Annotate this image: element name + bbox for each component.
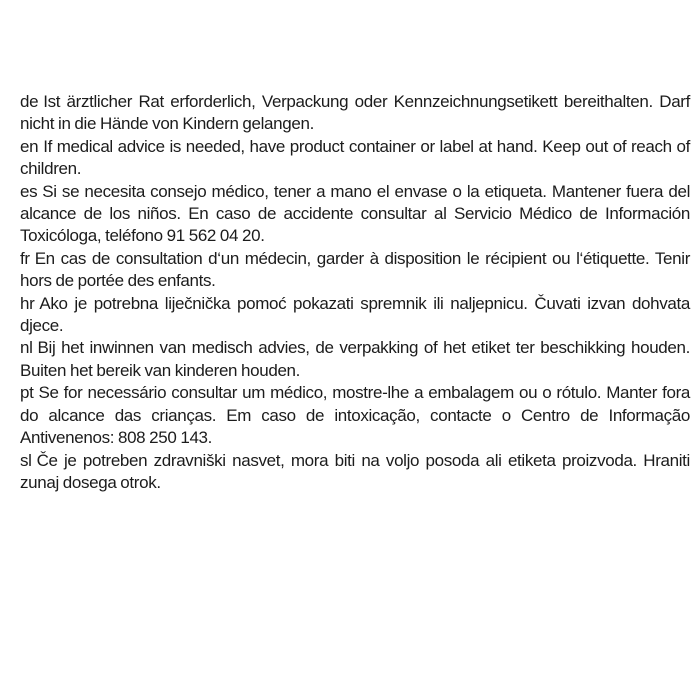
- language-code: sl: [20, 450, 32, 470]
- language-code: nl: [20, 338, 33, 358]
- entry-en: [20, 136, 690, 181]
- language-code: es: [20, 181, 38, 201]
- safety-label-text: [20, 91, 690, 494]
- language-code: fr: [20, 248, 30, 268]
- entry-hr: [20, 293, 690, 338]
- language-code: pt: [20, 383, 34, 403]
- language-code: de: [20, 92, 39, 111]
- entry-sl: [20, 450, 690, 495]
- entry-de: [20, 91, 690, 136]
- language-code: en: [20, 136, 39, 156]
- entry-text: If medical advice is needed, have product container or label at hand. Keep out of reach of children.: [20, 136, 690, 179]
- entry-text: Bij het inwinnen van medisch advies, de verpakking of het etiket ter beschikking houden. Buiten het bereik van kinderen houden.: [20, 338, 690, 380]
- entry-text: Ako je potrebna liječnička pomoć pokazati spremnik ili naljepnicu. Čuvati izvan dohvata djece.: [20, 293, 690, 336]
- language-code: hr: [20, 293, 35, 313]
- entry-pt: [20, 382, 690, 449]
- entry-text: Si se necesita consejo médico, tener a mano el envase o la etiqueta. Mantener fuera del alcance de los niños. En caso de accidente consultar al Servicio Médico de Información Toxicóloga, teléfono 91 562 04 20.: [20, 181, 690, 246]
- entry-es: [20, 181, 690, 248]
- entry-text: Se for necessário consultar um médico, mostre-lhe a embalagem ou o rótulo. Manter fora do alcance das crianças. Em caso de intoxicação, contacte o Centro de Informação Antivenenos: 808 250 143.: [20, 383, 690, 448]
- entry-fr: [20, 248, 690, 293]
- entry-nl: [20, 337, 690, 382]
- entry-text: En cas de consultation d‘un médecin, garder à disposition le récipient ou l‘étiquette. Tenir hors de portée des enfants.: [20, 248, 690, 291]
- entry-text: Če je potreben zdravniški nasvet, mora biti na voljo posoda ali etiketa proizvoda. Hraniti zunaj dosega otrok.: [20, 450, 690, 492]
- entry-text: Ist ärztlicher Rat erforderlich, Verpackung oder Kennzeichnungsetikett bereithalten. Darf nicht in die Hände von Kindern gelangen.: [20, 92, 690, 134]
